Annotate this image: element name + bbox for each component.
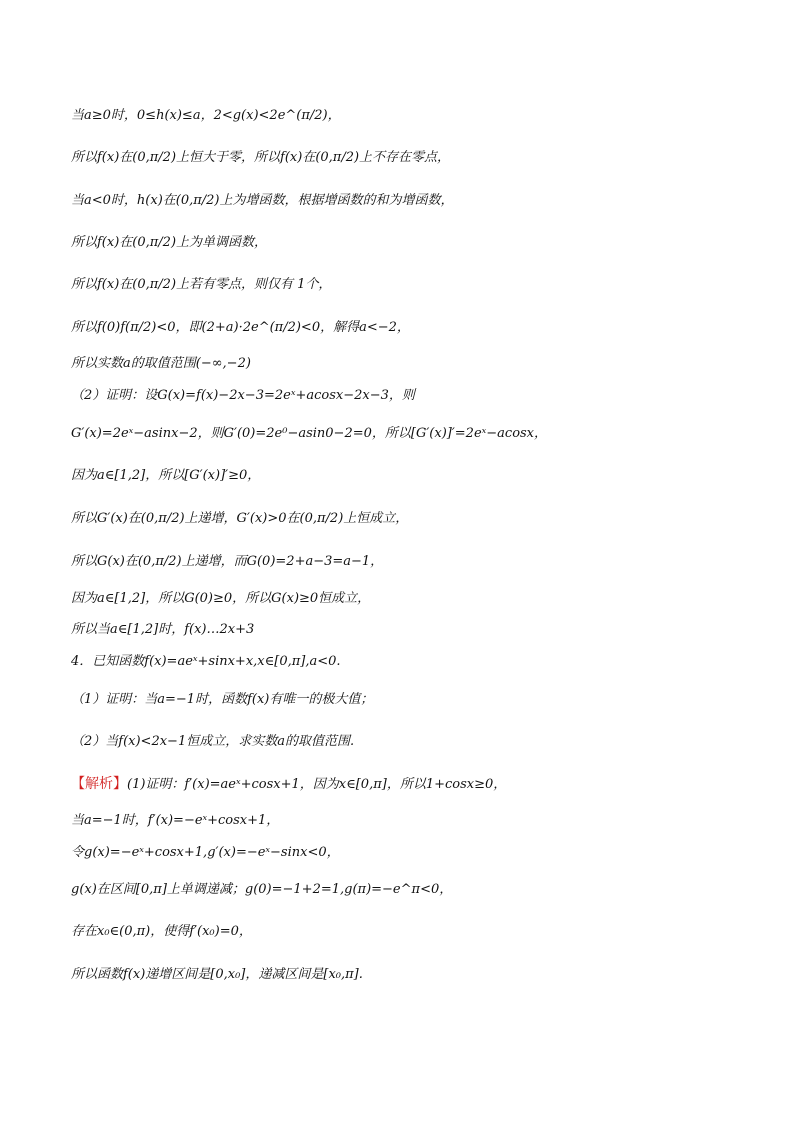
text-line: 4．已知函数f(x)=aeˣ+sinx+x,x∈[0,π],a<0. [71, 654, 341, 669]
text-line: 所以f(x)在(0,π/2)上恒大于零，所以f(x)在(0,π/2)上不存在零点， [71, 150, 451, 165]
text-line: G′(x)=2eˣ−asinx−2，则G′(0)=2e⁰−asin0−2=0，所以[G′(x)]′=2eˣ−acosx， [71, 426, 548, 441]
analysis-label: 【解析】 [71, 776, 127, 792]
text-line: 所以当a∈[1,2]时，f(x)…2x+3 [71, 622, 255, 637]
text-line: 所以实数a的取值范围(−∞,−2) [71, 356, 251, 371]
text-line: g(x)在区间[0,π]上单调递减；g(0)=−1+2=1,g(π)=−e^π<0， [71, 882, 453, 897]
text-line: （2）当f(x)<2x−1恒成立，求实数a的取值范围. [71, 734, 355, 749]
text-line: 所以G′(x)在(0,π/2)上递增，G′(x)>0在(0,π/2)上恒成立， [71, 511, 409, 526]
analysis-text: (1)证明：f′(x)=aeˣ+cosx+1，因为x∈[0,π]，所以1+cosx≥0， [127, 777, 507, 792]
text-line: 所以f(x)在(0,π/2)上若有零点，则仅有 1个， [71, 277, 332, 292]
text-line: （2）证明：设G(x)=f(x)−2x−3=2eˣ+acosx−2x−3，则 [71, 388, 415, 403]
text-line: 当a≥0时，0≤h(x)≤a，2<g(x)<2e^(π/2)， [71, 108, 341, 123]
text-line: 当a<0时，h(x)在(0,π/2)上为增函数，根据增函数的和为增函数， [71, 193, 454, 208]
text-line: 当a=−1时，f′(x)=−eˣ+cosx+1， [71, 813, 280, 828]
analysis-line [71, 774, 506, 795]
text-line: 所以f(0)f(π/2)<0，即(2+a)·2e^(π/2)<0，解得a<−2， [71, 320, 410, 335]
text-line: 存在x₀∈(0,π)，使得f′(x₀)=0， [71, 924, 252, 939]
text-line: 所以G(x)在(0,π/2)上递增，而G(0)=2+a−3=a−1， [71, 554, 384, 569]
text-line: 所以f(x)在(0,π/2)上为单调函数， [71, 235, 268, 250]
text-line: 因为a∈[1,2]，所以[G′(x)]′≥0， [71, 468, 261, 483]
text-line: （1）证明：当a=−1时，函数f(x)有唯一的极大值； [71, 692, 374, 707]
text-line: 令g(x)=−eˣ+cosx+1,g′(x)=−eˣ−sinx<0， [71, 845, 340, 860]
text-line: 因为a∈[1,2]，所以G(0)≥0，所以G(x)≥0恒成立， [71, 591, 371, 606]
text-line: 所以函数f(x)递增区间是[0,x₀]，递减区间是[x₀,π]. [71, 967, 363, 982]
